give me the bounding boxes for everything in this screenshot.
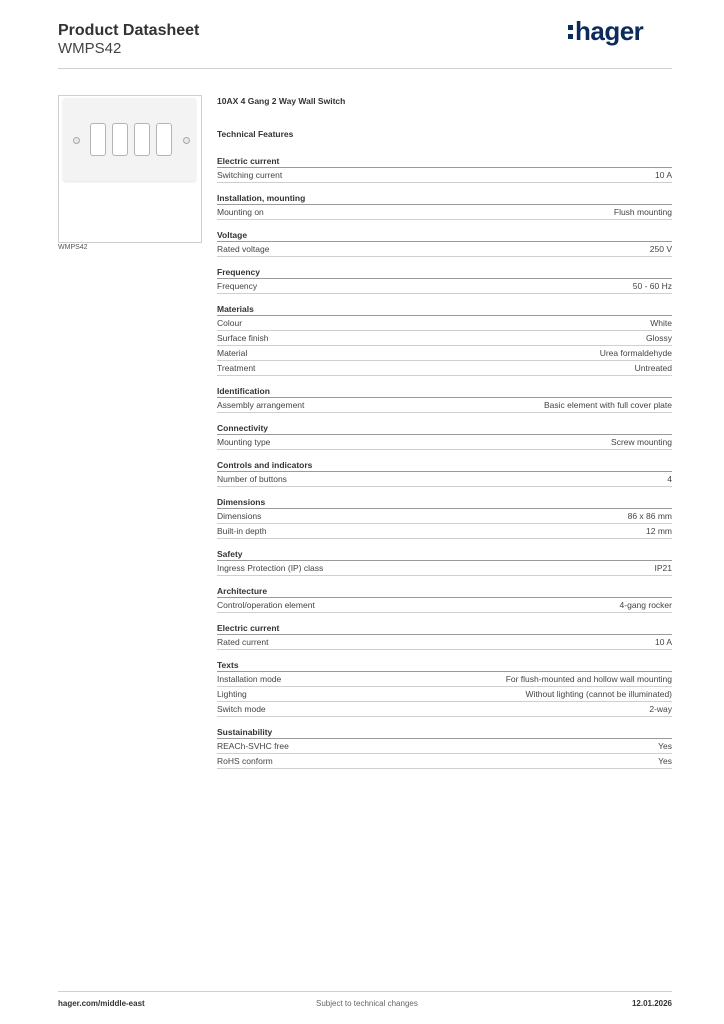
spec-row (217, 242, 672, 257)
spec-value: For flush-mounted and hollow wall mounting (505, 674, 672, 684)
spec-section (217, 548, 672, 576)
switch-plate-illustration (63, 98, 196, 181)
spec-row (217, 739, 672, 754)
spec-label: Assembly arrangement (217, 400, 305, 410)
spec-value: Basic element with full cover plate (543, 400, 672, 410)
section-title: Frequency (217, 266, 672, 279)
screw-icon (73, 137, 80, 144)
spec-sections (217, 155, 672, 769)
spec-row (217, 435, 672, 450)
spec-label: Number of buttons (217, 474, 287, 484)
header-divider (58, 68, 672, 69)
spec-label: Control/operation element (217, 600, 315, 610)
section-title: Electric current (217, 155, 672, 168)
spec-section (217, 659, 672, 717)
footer-website: hager.com/middle-east (58, 999, 145, 1008)
spec-label: Rated current (217, 637, 269, 647)
section-title: Identification (217, 385, 672, 398)
spec-content (217, 96, 672, 778)
spec-section (217, 385, 672, 413)
spec-row (217, 598, 672, 613)
spec-label: Built-in depth (217, 526, 267, 536)
section-title: Connectivity (217, 422, 672, 435)
section-title: Texts (217, 659, 672, 672)
spec-section (217, 585, 672, 613)
spec-value: 86 x 86 mm (627, 511, 672, 521)
spec-value: 250 V (649, 244, 672, 254)
spec-section (217, 496, 672, 539)
spec-label: Dimensions (217, 511, 262, 521)
footer-date: 12.01.2026 (631, 999, 672, 1008)
spec-row (217, 509, 672, 524)
rocker-icon (156, 123, 172, 156)
spec-value: Screw mounting (611, 437, 672, 447)
screw-icon (183, 137, 190, 144)
spec-value: Yes (658, 741, 672, 751)
spec-row (217, 316, 672, 331)
spec-row (217, 346, 672, 361)
spec-value: 10 A (654, 170, 672, 180)
spec-row (217, 672, 672, 687)
image-caption: WMPS42 (58, 244, 88, 251)
spec-row (217, 524, 672, 539)
section-title: Installation, mounting (217, 192, 672, 205)
spec-label: Lighting (217, 689, 247, 699)
spec-label: Installation mode (217, 674, 282, 684)
spec-label: Treatment (217, 363, 256, 373)
spec-row (217, 331, 672, 346)
hager-logo (568, 16, 643, 47)
product-code: WMPS42 (58, 40, 122, 57)
spec-row (217, 168, 672, 183)
spec-label: Mounting on (217, 207, 264, 217)
spec-label: Frequency (217, 281, 258, 291)
product-name: 10AX 4 Gang 2 Way Wall Switch (217, 96, 346, 106)
footer-divider (58, 991, 672, 992)
spec-value: 4-gang rocker (619, 600, 672, 610)
spec-value: Flush mounting (613, 207, 672, 217)
spec-value: Glossy (646, 333, 672, 343)
spec-section (217, 622, 672, 650)
spec-value: White (650, 318, 672, 328)
spec-section (217, 192, 672, 220)
spec-label: Rated voltage (217, 244, 270, 254)
spec-value: Urea formaldehyde (599, 348, 672, 358)
spec-label: Switching current (217, 170, 283, 180)
technical-features-heading: Technical Features (217, 129, 294, 139)
spec-row (217, 561, 672, 576)
spec-label: Colour (217, 318, 243, 328)
section-title: Architecture (217, 585, 672, 598)
section-title: Controls and indicators (217, 459, 672, 472)
page-title: Product Datasheet (58, 22, 200, 39)
rocker-icon (90, 123, 106, 156)
section-title: Safety (217, 548, 672, 561)
spec-label: Material (217, 348, 248, 358)
section-title: Dimensions (217, 496, 672, 509)
spec-value: 4 (667, 474, 672, 484)
spec-row (217, 472, 672, 487)
spec-row (217, 702, 672, 717)
spec-section (217, 155, 672, 183)
spec-section (217, 459, 672, 487)
spec-row (217, 361, 672, 376)
spec-row (217, 635, 672, 650)
spec-row (217, 754, 672, 769)
spec-value: Untreated (634, 363, 672, 373)
spec-section (217, 303, 672, 376)
section-title: Materials (217, 303, 672, 316)
footer-note: Subject to technical changes (316, 999, 418, 1008)
section-title: Voltage (217, 229, 672, 242)
spec-label: Surface finish (217, 333, 269, 343)
spec-row (217, 398, 672, 413)
rocker-icon (134, 123, 150, 156)
product-image (58, 95, 202, 243)
spec-value: Yes (658, 756, 672, 766)
spec-label: RoHS conform (217, 756, 273, 766)
spec-section (217, 266, 672, 294)
rocker-icon (112, 123, 128, 156)
spec-label: Ingress Protection (IP) class (217, 563, 324, 573)
spec-value: 12 mm (646, 526, 672, 536)
section-title: Sustainability (217, 726, 672, 739)
spec-row (217, 687, 672, 702)
spec-value: 50 - 60 Hz (632, 281, 672, 291)
spec-section (217, 422, 672, 450)
spec-row (217, 205, 672, 220)
spec-value: IP21 (654, 563, 672, 573)
spec-value: 2-way (649, 704, 672, 714)
spec-section (217, 229, 672, 257)
spec-label: Mounting type (217, 437, 271, 447)
section-title: Electric current (217, 622, 672, 635)
logo-text: hager (575, 16, 644, 46)
spec-label: REACh-SVHC free (217, 741, 289, 751)
spec-row (217, 279, 672, 294)
spec-label: Switch mode (217, 704, 266, 714)
spec-section (217, 726, 672, 769)
spec-value: Without lighting (cannot be illuminated) (525, 689, 672, 699)
spec-value: 10 A (654, 637, 672, 647)
logo-colon-icon (568, 23, 573, 41)
